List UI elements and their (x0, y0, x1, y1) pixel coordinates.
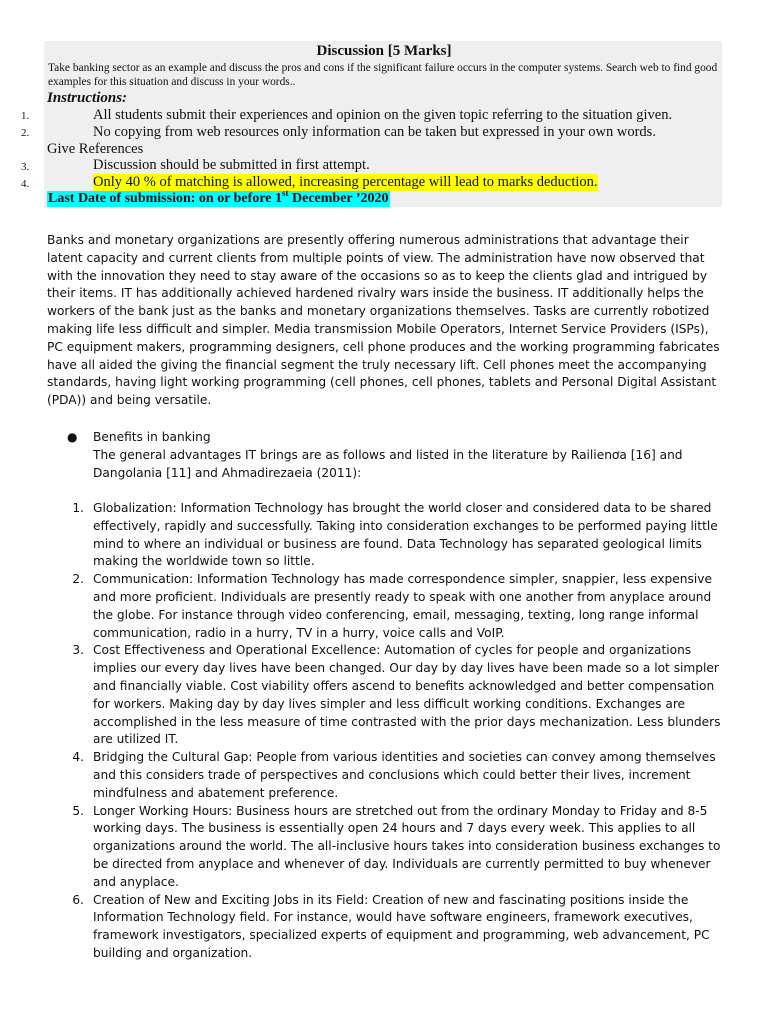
instruction-number: 2. (21, 127, 30, 139)
instruction-number: 3. (21, 161, 30, 173)
benefits-list (0, 500, 768, 963)
list-item-text: Longer Working Hours: Business hours are stretched out from the ordinary Monday to Friday and 8-5 working days. The business is essentially open 24 hours and 7 days every week. This applies to all organizations around the world. The all-inclusive hours takes into consideration business exchanges to be directed from anyplace and whenever of day. Individuals are currently permitted to buy whenever and anyplace. (93, 803, 721, 889)
list-item-text: Communication: Information Technology has made correspondence simpler, snappier, less expensive and more proficient. Individuals are presently ready to speak with one another from anyplace around the globe. For instance through video conferencing, email, messaging, texting, long range informal communication, radio in a hurry, TV in a hurry, voice calls and VoIP. (93, 572, 712, 640)
assignment-title: Discussion [5 Marks] (316, 43, 452, 59)
list-item-number: 2. (72, 572, 84, 587)
instruction-text-highlighted: Only 40 % of matching is allowed, increasing percentage will lead to marks deduction. (93, 174, 598, 190)
instruction-text: Discussion should be submitted in first attempt. (93, 157, 370, 173)
list-item (0, 892, 768, 963)
submission-deadline (47, 188, 390, 207)
list-item-number: 6. (72, 892, 84, 907)
bullet-icon: ● (67, 430, 78, 444)
instruction-text: All students submit their experiences and opinion on the given topic referring to the situation given. (93, 107, 673, 123)
list-item-text: Creation of New and Exciting Jobs in its Field: Creation of new and fascinating positions inside the Information Technology field. For instance, would have software engineers, framework executives, framework investigators, specialized experts of equipment and programming, web advancement, PC building and organization. (93, 892, 710, 960)
list-item (0, 803, 768, 892)
list-item (0, 571, 768, 642)
list-item-text: Cost Effectiveness and Operational Excellence: Automation of cycles for people and organizations implies our every day lives have been changed. Our day by day lives have been made so a lot simpler and financially viable. Cost viability offers ascend to benefits acknowledged and better compensation for workers. Making day by day lives simpler and less difficult working conditions. Exchanges are accomplished in the less measure of time contrasted with the prior days mechanization. Less blunders are utilized IT. (93, 643, 721, 747)
list-item-text: Globalization: Information Technology has brought the world closer and considered data to be shared effectively, rapidly and successfully. Taking into consideration exchanges to be performed paying little mind to where an individual or business are found. Data Technology has separated geological limits making the worldwide town so little. (93, 501, 718, 569)
benefits-heading: Benefits in banking (93, 430, 211, 444)
give-references-note: Give References (47, 141, 144, 157)
list-item-number: 3. (72, 643, 84, 658)
list-item (0, 500, 768, 571)
list-item (0, 642, 768, 749)
intro-paragraph: Banks and monetary organizations are presently offering numerous administrations that advantage their latent capacity and current clients from multiple points of view. The administration have now observed that with the innovation they need to stay aware of the occasions so as to keep the clients glad and intrigued by their items. IT has additionally achieved hardened rivalry wars inside the business. IT additionally helps the workers of the bank just as the banks and monetary organizations themselves. Tasks are currently robotized making life less difficult and simpler. Media transmission Mobile Operators, Internet Service Providers (ISPs), PC equipment makers, programming designers, cell phone produces and the working programming fabricates have all aided the giving the financial segment the truly necessary lift. Cell phones meet the accompanying standards, having light working programming (cell phones, cell phones, tablets and Personal Digital Assistant (PDA)) and being versatile. (47, 233, 720, 408)
list-item-number: 1. (72, 501, 84, 515)
benefits-intro: The general advantages IT brings are as follows and listed in the literature by Railienơa [16] and Dangolania [11] and Ahmadirezaeia (2011): (93, 447, 683, 480)
benefits-section (93, 429, 723, 482)
list-item-number: 4. (72, 750, 84, 765)
instruction-number: 1. (21, 110, 30, 122)
list-item-number: 5. (72, 803, 84, 818)
deadline-superscript: st (282, 188, 289, 198)
instruction-text: No copying from web resources only information can be taken but expressed in your own words. (93, 124, 656, 140)
deadline-prefix: Last Date of submission: on or before 1 (48, 191, 282, 206)
list-item-text: Bridging the Cultural Gap: People from various identities and societies can convey among themselves and this considers trade of perspectives and conclusions which could better their lives, increment mindfulness and abatement preference. (93, 750, 716, 800)
list-item (0, 749, 768, 802)
assignment-task: Take banking sector as an example and discuss the pros and cons if the significant failure occurs in the computer systems. Search web to find good examples for this situation and discuss in your words.. (48, 62, 718, 88)
instruction-number: 4. (21, 178, 30, 190)
deadline-suffix: December ’2020 (288, 191, 389, 206)
instructions-heading: Instructions: (47, 90, 128, 106)
